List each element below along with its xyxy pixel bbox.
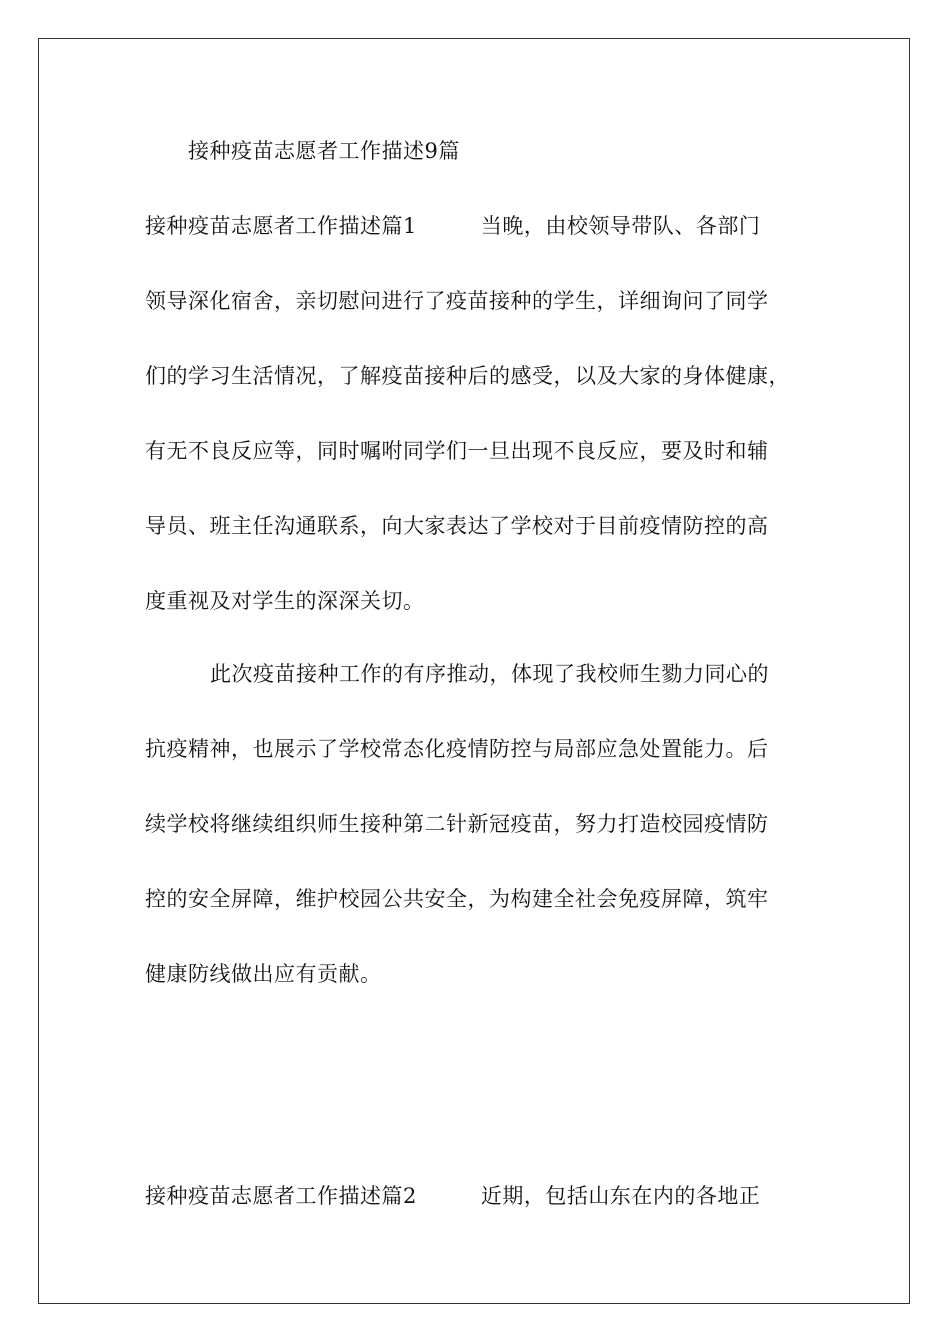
section-1-heading: 接种疫苗志愿者工作描述篇1 [145, 214, 417, 238]
document-title: 接种疫苗志愿者工作描述9篇 [188, 139, 460, 163]
section-1-first-line [145, 211, 760, 241]
section-1-para-2-line-3: 续学校将继续组织师生接种第二针新冠疫苗，努力打造校园疫情防 [145, 812, 769, 836]
section-2-first-line [145, 1181, 760, 1211]
section-1-para-1-line-5: 导员、班主任沟通联系，向大家表达了学校对于目前疫情防控的高 [145, 514, 769, 538]
section-1-para-1-line-6: 度重视及对学生的深深关切。 [145, 589, 425, 613]
section-1-para-2-line-1: 此次疫苗接种工作的有序推动，体现了我校师生勠力同心的 [210, 662, 769, 686]
section-1-para-2-line-4: 控的安全屏障，维护校园公共安全，为构建全社会免疫屏障，筑牢 [145, 887, 769, 911]
section-1-para-1-line-4: 有无不良反应等，同时嘱咐同学们一旦出现不良反应，要及时和辅 [145, 439, 769, 463]
section-1-para-1-line-3: 们的学习生活情况，了解疫苗接种后的感受，以及大家的身体健康， [145, 364, 790, 388]
section-1-para-1-line-2: 领导深化宿舍，亲切慰问进行了疫苗接种的学生，详细询问了同学 [145, 289, 769, 313]
section-2-heading: 接种疫苗志愿者工作描述篇2 [145, 1184, 417, 1208]
section-2-para-1-line-1: 近期，包括山东在内的各地正 [480, 1184, 761, 1208]
section-1-para-2-line-2: 抗疫精神，也展示了学校常态化疫情防控与局部应急处置能力。后 [145, 737, 769, 761]
section-1-para-2-line-5: 健康防线做出应有贡献。 [145, 962, 382, 986]
section-1-para-1-line-1: 当晚，由校领导带队、各部门 [480, 214, 761, 238]
